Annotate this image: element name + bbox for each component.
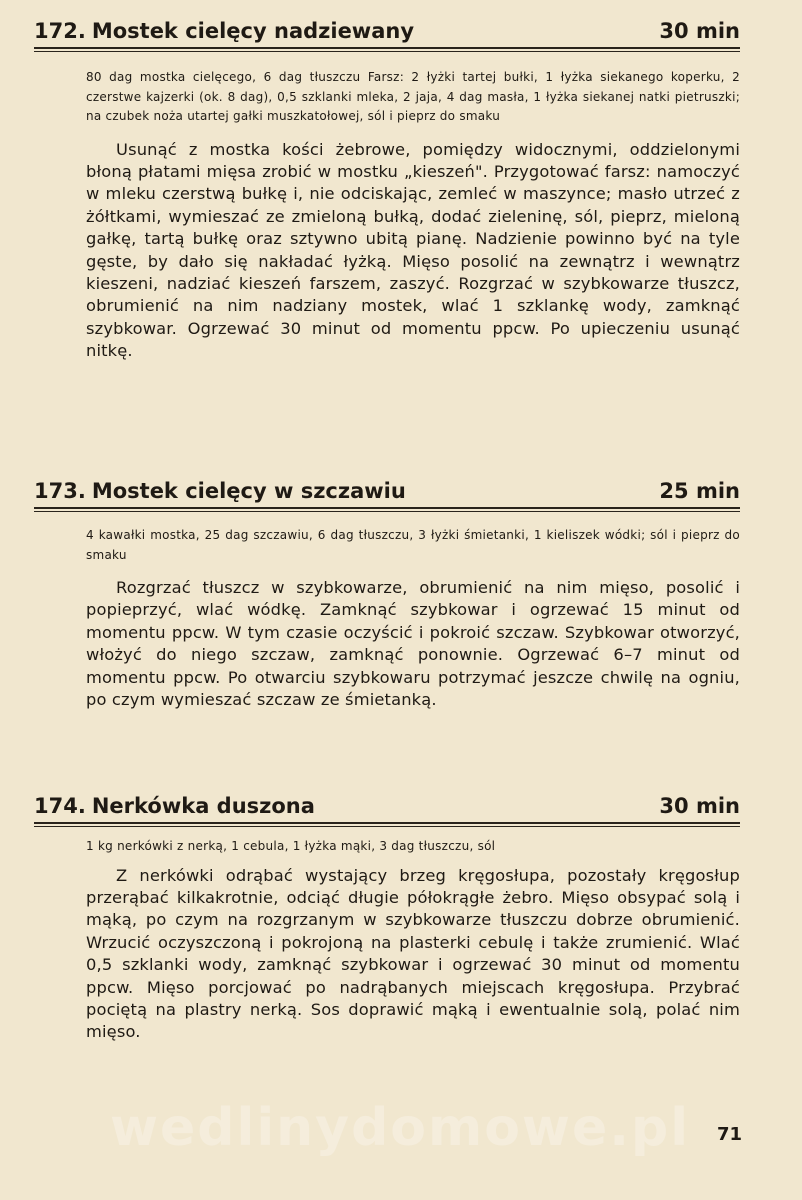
- recipe-number: 172.: [34, 19, 86, 43]
- recipe-173: [34, 478, 740, 711]
- recipe-title-line: [34, 793, 315, 819]
- recipe-title: Nerkówka duszona: [91, 794, 315, 818]
- recipe-header: [34, 793, 740, 824]
- header-rule: [34, 51, 740, 52]
- recipe-title-line: [34, 478, 406, 504]
- ingredients: 1 kg nerkówki z nerką, 1 cebula, 1 łyżka mąki, 3 dag tłuszczu, sól: [86, 839, 496, 853]
- recipe-title: Mostek cielęcy nadziewany: [91, 19, 415, 43]
- ingredients: 4 kawałki mostka, 25 dag szczawiu, 6 dag tłuszczu, 3 łyżki śmietanki, 1 kieliszek wódki; sól i pieprz do smaku: [86, 528, 740, 562]
- instructions: Usunąć z mostka kości żebrowe, pomiędzy widocznymi, oddzielonymi błoną płatami mięsa zrobić w mostku „kieszeń". Przygotować farsz: namoczyć w mleku czerstwą bułkę i, nie odciskając, zemleć w maszynce; masło utrzeć z żółtkami, wymieszać ze zmieloną bułką, dodać zieleninę, sól, pieprz, mieloną gałkę, tartą bułkę oraz sztywno ubitą pianę. Nadzienie powinno być na tyle gęste, by dało się nakładać łyżką. Mięso posolić na zewnątrz i wewnątrz kieszeni, nadziać kieszeń farszem, zaszyć. Rozgrzać w szybkowarze tłuszcz, obrumienić na nim nadziany mostek, wlać 1 szklankę wody, zamknąć szybkowar. Ogrzewać 30 minut od momentu ppcw. Po upieczeniu usunąć nitkę.: [86, 139, 740, 361]
- recipe-174: [34, 793, 740, 1044]
- instructions: Z nerkówki odrąbać wystający brzeg kręgosłupa, pozostały kręgosłup przerąbać kilkakrotnie, odciąć długie półokrągłe żebro. Mięso obsypać solą i mąką, po czym na rozgrzanym w szybkowarze tłuszczu dobrze obrumienić. Wrzucić oczyszczoną i pokrojoną na plasterki cebulę i także zrumienić. Wlać 0,5 szklanki wody, zamknąć szybkowar i ogrzewać 30 minut od momentu ppcw. Mięso porcjować po nadrąbanych miejscach kręgosłupa. Przybrać pociętą na plastry nerką. Sos doprawić mąką i ewentualnie solą, polać nim mięso.: [86, 865, 740, 1042]
- recipe-time: 30 min: [659, 794, 740, 818]
- ingredients: 80 dag mostka cielęcego, 6 dag tłuszczu Farsz: 2 łyżki tartej bułki, 1 łyżka siekanego koperku, 2 czerstwe kajzerki (ok. 8 dag), 0,5 szklanki mleka, 2 jaja, 4 dag masła, 1 łyżka siekanej natki pietruszki; na czubek noża utartej gałki muszkatołowej, sól i pieprz do smaku: [86, 70, 740, 123]
- header-rule: [34, 511, 740, 512]
- header-rule: [34, 826, 740, 827]
- page-number: 71: [717, 1124, 743, 1145]
- recipe-header: [34, 18, 740, 49]
- recipe-time: 25 min: [659, 479, 740, 503]
- recipe-number: 173.: [34, 479, 86, 503]
- recipe-time: 30 min: [659, 19, 740, 43]
- instructions: Rozgrzać tłuszcz w szybkowarze, obrumienić na nim mięso, posolić i popieprzyć, wlać wódkę. Zamknąć szybkowar i ogrzewać 15 minut od momentu ppcw. W tym czasie oczyścić i pokroić szczaw. Szybkowar otworzyć, włożyć do niego szczaw, zamknąć ponownie. Ogrzewać 6–7 minut od momentu ppcw. Po otwarciu szybkowaru potrzymać jeszcze chwilę na ogniu, po czym wymieszać szczaw ze śmietanką.: [86, 578, 740, 710]
- recipe-number: 174.: [34, 794, 86, 818]
- recipe-172: [34, 18, 740, 363]
- recipe-title-line: [34, 18, 414, 44]
- watermark: wedlinydomowe.pl: [109, 1098, 691, 1158]
- recipe-title: Mostek cielęcy w szczawiu: [91, 479, 406, 503]
- recipe-header: [34, 478, 740, 509]
